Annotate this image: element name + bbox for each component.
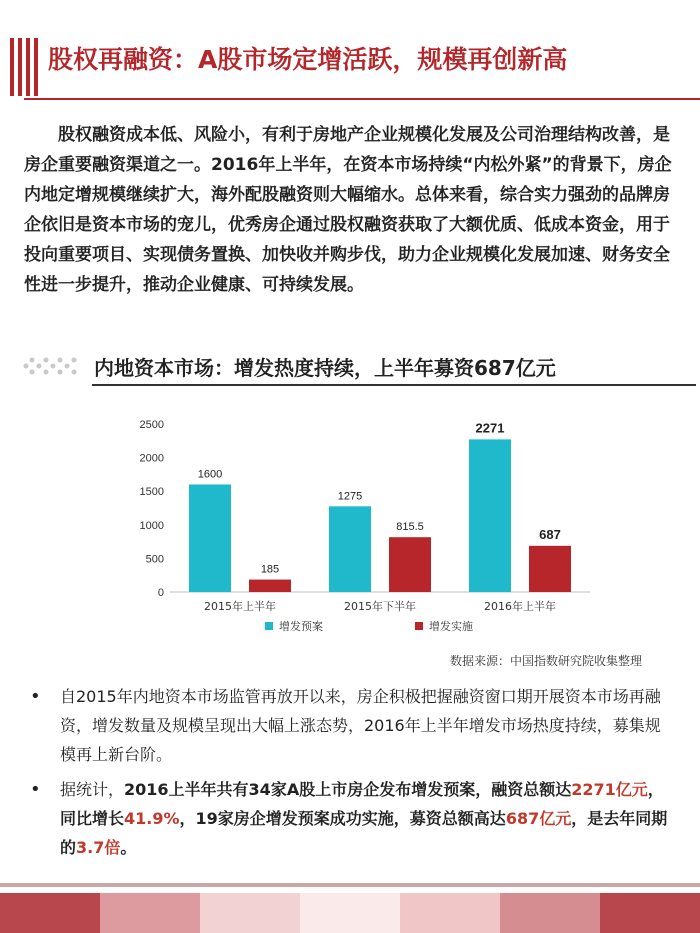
legend-swatch [415, 622, 423, 630]
bar-implemented [249, 580, 291, 592]
bullet-text: ，同比增长 [60, 780, 664, 828]
bullet-text: ，19家房企增发预案成功实施，募资总额高达 [179, 809, 506, 828]
x-tick-label: 2015年下半年 [344, 600, 416, 613]
legend-swatch [265, 622, 273, 630]
bar-implemented [389, 537, 431, 592]
data-label: 1600 [197, 468, 223, 481]
highlight-value: 3.7倍 [76, 838, 121, 857]
data-label: 1275 [337, 490, 363, 503]
title-deco-bar [34, 38, 38, 96]
data-label: 687 [539, 526, 561, 542]
section-heading [22, 348, 700, 388]
bullet-marker: • [30, 686, 41, 707]
source-note: 数据来源：中国指数研究院收集整理 [450, 654, 643, 668]
title-underline [24, 98, 700, 100]
bullet-text: 自2015年内地资本市场监管再放开以来，房企积极把握融资窗口期开展资本市场再融资，增发数量及规模呈现出大幅上涨态势，2016年上半年增发市场热度持续，募集规模再上新台阶。 [60, 687, 661, 764]
dots-decoration-icon [22, 354, 82, 378]
title-bar [0, 0, 700, 100]
footer-color-block [500, 893, 600, 933]
y-tick-label: 2000 [139, 452, 164, 465]
bar-plan [329, 506, 371, 592]
page-title: 股权再融资：A股市场定增活跃，规模再创新高 [48, 45, 568, 74]
bullet-text: 据统计， [60, 780, 125, 799]
bullet-list [26, 682, 676, 868]
footer-line [0, 883, 700, 887]
bar-implemented [529, 546, 571, 592]
section-title: 内地资本市场：增发热度持续，上半年募资687亿元 [94, 356, 556, 380]
footer-color-block [600, 893, 700, 933]
bar-plan [469, 439, 511, 592]
title-deco-bar [10, 38, 14, 96]
footer-color-block [400, 893, 500, 933]
bullet-text: ，是去年同期的 [60, 809, 668, 857]
bar-plan [189, 484, 231, 592]
footer-color-block [200, 893, 300, 933]
highlight-value: 687亿元 [505, 809, 572, 828]
y-tick-label: 1000 [139, 519, 164, 532]
data-label: 815.5 [396, 521, 424, 534]
y-tick-label: 500 [145, 553, 164, 566]
title-deco-bar [26, 38, 30, 96]
bullet-marker: • [30, 779, 41, 800]
title-deco-bar [18, 38, 22, 96]
bullet-item [26, 775, 676, 862]
footer-color-strip [0, 893, 700, 933]
legend-label: 增发实施 [429, 620, 473, 633]
intro-paragraph: 股权融资成本低、风险小，有利于房地产企业规模化发展及公司治理结构改善，是房企重要融资渠道之一。2016年上半年，在资本市场持续“内松外紧”的背景下，房企内地定增规模继续扩大，海外配股融资则大幅缩水。总体来看，综合实力强劲的品牌房企依旧是资本市场的宠儿，优秀房企通过股权融资获取了大额优质、低成本资金，用于投向重要项目、实现债务置换、加快收并购步伐，助力企业规模化发展加速、财务安全性进一步提升，推动企业健康、可持续发展。 [24, 125, 672, 295]
y-tick-label: 0 [157, 587, 164, 599]
data-label: 2271 [475, 420, 505, 436]
bullet-item [26, 682, 676, 769]
bar-chart [120, 408, 600, 648]
highlight-value: 41.9% [124, 809, 180, 828]
footer-color-block [100, 893, 200, 933]
bullet-text: 。 [120, 838, 137, 857]
data-label: 185 [260, 563, 280, 576]
footer-color-block [0, 893, 100, 933]
y-tick-label: 1500 [139, 486, 164, 499]
x-tick-label: 2015年上半年 [204, 600, 276, 613]
legend-label: 增发预案 [279, 620, 323, 633]
x-tick-label: 2016年上半年 [484, 600, 556, 613]
section-underline [92, 384, 696, 386]
footer-color-block [300, 893, 400, 933]
y-tick-label: 2500 [139, 419, 164, 431]
highlight-value: 2271亿元 [571, 780, 648, 799]
bullet-text: 2016上半年共有34家A股上市房企发布增发预案，融资总额达 [124, 780, 572, 799]
